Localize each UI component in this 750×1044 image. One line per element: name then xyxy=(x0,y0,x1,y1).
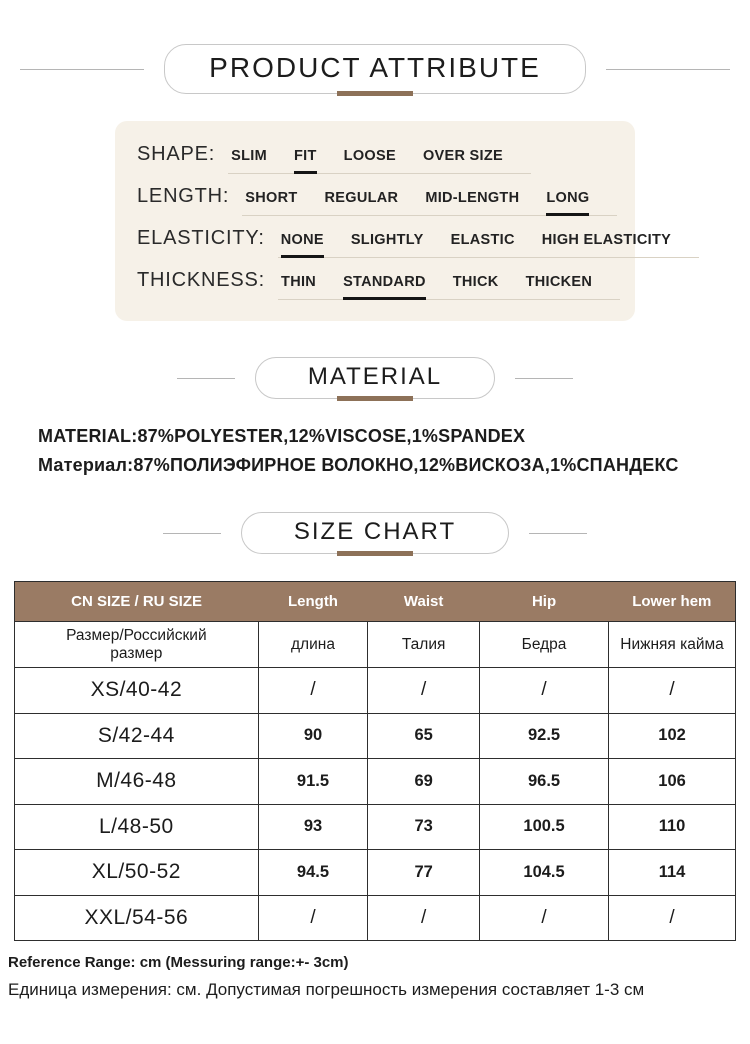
column-header-waist: Waist xyxy=(368,582,480,622)
section-header-size-chart xyxy=(0,512,750,554)
attribute-options xyxy=(242,188,617,216)
attribute-option: THICK xyxy=(452,274,499,290)
attribute-option: ELASTIC xyxy=(450,232,515,248)
size-cell: XL/50-52 xyxy=(15,850,259,896)
value-cell: / xyxy=(480,895,609,941)
attribute-option: NONE xyxy=(280,232,324,248)
size-chart-table xyxy=(14,581,736,941)
divider-line xyxy=(515,378,573,379)
material-title: MATERIAL xyxy=(255,357,495,399)
attribute-option: HIGH ELASTICITY xyxy=(541,232,672,248)
value-cell: 96.5 xyxy=(480,759,609,805)
attribute-label: THICKNESS: xyxy=(137,269,266,291)
column-header-lower-hem-ru: Нижняя кайма xyxy=(609,622,736,668)
size-cell: S/42-44 xyxy=(15,713,259,759)
table-row xyxy=(15,668,736,714)
attribute-option: STANDARD xyxy=(343,274,426,290)
divider-line xyxy=(177,378,235,379)
attribute-row-0 xyxy=(137,143,615,174)
attribute-row-2 xyxy=(137,227,672,258)
material-line-ru: Материал:87%ПОЛИЭФИРНОЕ ВОЛОКНО,12%ВИСКОЗА,1%СПАНДЕКС xyxy=(38,455,679,475)
table-row xyxy=(15,804,736,850)
table-header-row-ru xyxy=(15,622,736,668)
value-cell: 100.5 xyxy=(480,804,609,850)
value-cell: 91.5 xyxy=(258,759,368,805)
size-cell: XS/40-42 xyxy=(15,668,259,714)
attribute-option: REGULAR xyxy=(324,190,399,206)
attribute-option: THICKEN xyxy=(525,274,593,290)
attribute-label: LENGTH: xyxy=(137,185,230,207)
size-chart-title: SIZE CHART xyxy=(241,512,509,554)
attribute-option: LOOSE xyxy=(343,148,396,164)
value-cell: 73 xyxy=(368,804,480,850)
material-text xyxy=(38,422,750,480)
column-header-size: CN SIZE / RU SIZE xyxy=(15,582,259,622)
column-header-waist-ru: Талия xyxy=(368,622,480,668)
attribute-label: ELASTICITY: xyxy=(137,227,265,249)
column-header-hip-ru: Бедра xyxy=(480,622,609,668)
value-cell: / xyxy=(368,668,480,714)
table-row xyxy=(15,713,736,759)
column-header-length-ru: длина xyxy=(258,622,368,668)
divider-line xyxy=(163,533,221,534)
column-header-hip: Hip xyxy=(480,582,609,622)
column-header-length: Length xyxy=(258,582,368,622)
table-row xyxy=(15,895,736,941)
attribute-option: SLIGHTLY xyxy=(350,232,424,248)
value-cell: / xyxy=(258,668,368,714)
divider-line xyxy=(20,69,144,70)
attribute-option: FIT xyxy=(294,148,317,164)
value-cell: 106 xyxy=(609,759,736,805)
column-header-size-ru: Размер/Российский размер xyxy=(15,622,259,668)
table-header-row-en xyxy=(15,582,736,622)
reference-range-note-ru: Единица измерения: см. Допустимая погрешность измерения составляет 1-3 см xyxy=(8,980,645,999)
attribute-row-1 xyxy=(137,185,615,216)
value-cell: 92.5 xyxy=(480,713,609,759)
attribute-row-3 xyxy=(137,269,615,300)
value-cell: / xyxy=(368,895,480,941)
footer-notes xyxy=(8,954,750,1000)
table-row xyxy=(15,759,736,805)
value-cell: / xyxy=(609,668,736,714)
value-cell: / xyxy=(480,668,609,714)
attribute-option: LONG xyxy=(546,190,590,206)
product-attribute-title: PRODUCT ATTRIBUTE xyxy=(164,44,586,94)
size-cell: XXL/54-56 xyxy=(15,895,259,941)
column-header-lower-hem: Lower hem xyxy=(609,582,736,622)
divider-line xyxy=(529,533,587,534)
size-cell: M/46-48 xyxy=(15,759,259,805)
size-cell: L/48-50 xyxy=(15,804,259,850)
section-header-material xyxy=(0,357,750,399)
attribute-options xyxy=(278,230,699,258)
value-cell: 65 xyxy=(368,713,480,759)
attribute-option: THIN xyxy=(281,274,317,290)
value-cell: / xyxy=(258,895,368,941)
value-cell: 114 xyxy=(609,850,736,896)
attribute-option: MID-LENGTH xyxy=(425,190,520,206)
table-row xyxy=(15,850,736,896)
value-cell: 104.5 xyxy=(480,850,609,896)
attribute-label: SHAPE: xyxy=(137,143,216,165)
attribute-options xyxy=(278,272,620,300)
value-cell: 90 xyxy=(258,713,368,759)
value-cell: 102 xyxy=(609,713,736,759)
value-cell: 69 xyxy=(368,759,480,805)
value-cell: 94.5 xyxy=(258,850,368,896)
attribute-option: SHORT xyxy=(245,190,298,206)
attribute-option: OVER SIZE xyxy=(422,148,503,164)
value-cell: / xyxy=(609,895,736,941)
value-cell: 110 xyxy=(609,804,736,850)
value-cell: 77 xyxy=(368,850,480,896)
value-cell: 93 xyxy=(258,804,368,850)
attribute-option: SLIM xyxy=(231,148,268,164)
attribute-options xyxy=(228,146,531,174)
reference-range-note-en: Reference Range: cm (Messuring range:+- 3cm) xyxy=(8,954,349,971)
material-line-en: MATERIAL:87%POLYESTER,12%VISCOSE,1%SPANDEX xyxy=(38,426,526,446)
attribute-box xyxy=(115,121,672,321)
divider-line xyxy=(606,69,730,70)
section-header-product-attribute xyxy=(0,44,750,94)
